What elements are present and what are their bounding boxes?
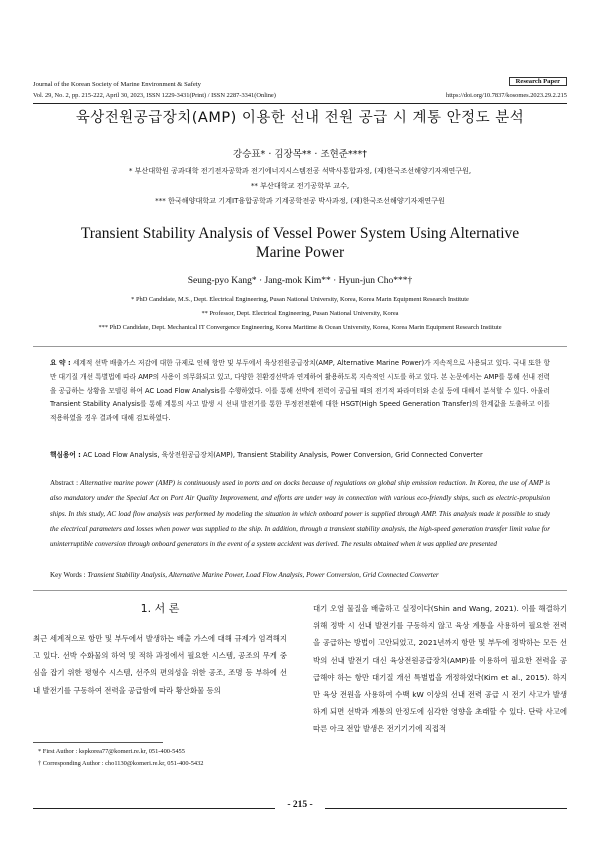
english-abstract-text: Alternative marine power (AMP) is continuously used in ports and on docks because of regulations on global ship emission reduction. In Korea, the use of AMP is also mandatory under the Special Act on Port Air Quality Improvement, and efforts are under way in connection with various eco-friendly ships, such as electric-propulsion ships. In this study, AC load flow analysis was performed by modeling the situation in which onboard power is supplied through AMP. This analysis made it possible to study the electrical parameters and losses when power was supplied to the ship. In addition, through a transient stability analysis, the high-speed generation transfer limit value for uninterruptible conversion through onboard generators in the event of a system accident was derived. The results obtained when it was applied are presented <box>50 479 550 549</box>
korean-abstract <box>50 357 550 426</box>
english-keywords <box>50 569 550 583</box>
volume-line: Vol. 29, No. 2, pp. 215-222, April 30, 2023, ISSN 1229-3431(Print) / ISSN 2287-3341(Online) <box>33 92 276 99</box>
korean-keywords-label: 핵심용어 : <box>50 451 81 459</box>
english-abstract <box>50 476 550 552</box>
abstract-bottom-rule <box>33 590 567 591</box>
korean-affiliation-1: * 부산대학원 공과대학 전기전자공학과 전기에너지시스템전공 석박사통합과정, (재)한국조선해양기자재연구원, <box>128 166 472 175</box>
korean-affiliation-2: ** 부산대학교 전기공학부 교수, <box>250 181 350 190</box>
korean-keywords <box>50 449 550 463</box>
english-affiliation-2: ** Professor, Dept. Electrical Engineering, Pusan National University, Korea <box>201 310 399 317</box>
english-affiliation-1: * PhD Candidate, M.S., Dept. Electrical Engineering, Pusan National University, Korea, Korea Marin Equipment Research Institute <box>131 296 469 303</box>
english-keywords-label: Key Words : <box>50 571 86 579</box>
section-heading: 1. 서 론 <box>140 602 180 615</box>
header-rule <box>33 103 567 104</box>
footnote-first-author: * First Author : kspkorea77@komeri.re.kr, 051-400-5455 <box>38 748 185 755</box>
article-type-badge: Research Paper <box>509 77 567 86</box>
footnote-corresponding-author: † Corresponding Author : cho1130@komeri.re.kr, 051-400-5432 <box>38 760 204 767</box>
page-number: - 215 - <box>287 800 313 810</box>
journal-name: Journal of the Korean Society of Marine Environment & Safety <box>33 81 201 88</box>
korean-abstract-text: 세계적 선박 배출가스 저감에 대한 규제로 인해 항만 및 부두에서 육상전원공급장치(AMP, Alternative Marine Power)가 지속적으로 사용되고 있다. 국내 또한 항만 대기질 개선 특별법에 따라 AMP의 사용이 의무화되고 있고, 다양한 친환경선박과 연계하여 활용하도록 지속적인 시도를 하고 있다. 본 논문에서는 AMP를 통해 선내 전력을 공급하는 상황을 모델링 하여 AC Load Flow Analysis를 수행하였다. 이를 통해 선박에 전력이 공급될 때의 전기적 파라미터와 손실 등에 대해서 분석할 수 있다. 아울러 Transient Stability Analysis를 통해 계통의 사고 발생 시 선내 발전기를 통한 무정전전환에 대한 HSGT(High Speed Generation Transfer)의 한계값을 도출하고 이를 적용하였을 경우 결과에 대해 검토하였다. <box>50 359 550 423</box>
english-title: Transient Stability Analysis of Vessel Power System Using Alternative Marine Power <box>80 225 520 261</box>
korean-abstract-label: 요 약 : <box>50 359 71 367</box>
english-affiliation-3: *** PhD Candidate, Dept. Mechanical IT Convergence Engineering, Korea Maritime & Ocean University, Korea, Korea Marin Equipment Research Institute <box>98 324 502 331</box>
english-abstract-label: Abstract : <box>50 479 79 487</box>
body-left-column: 최근 세계적으로 항만 및 부두에서 발생하는 배출 가스에 대해 규제가 엄격해지고 있다. 선박 수화물의 하역 및 적하 과정에서 필요한 시스템, 공조의 무게 중심을 잡기 위한 평형수 시스템, 선주의 편의성을 위한 공조, 조명 등 부하에 선내 발전기를 구동하여 전력을 공급함에 따라 황산화물 등의 <box>33 634 287 695</box>
korean-affiliation-3: *** 한국해양대학교 기계IT융합공학과 기계공학전공 박사과정, (재)한국조선해양기자재연구원 <box>155 196 445 205</box>
footnote-rule <box>33 742 163 743</box>
korean-authors: 강승표* · 김장목** · 조현준***† <box>233 149 367 160</box>
korean-keywords-text: AC Load Flow Analysis, 육상전원공급장치(AMP), Transient Stability Analysis, Power Conversion, Grid Connected Converter <box>82 451 483 459</box>
doi-link[interactable]: https://doi.org/10.7837/kosomes.2023.29.2.215 <box>446 92 567 99</box>
body-right-column: 대기 오염 물질을 배출하고 실정이다(Shin and Wang, 2021). 이를 해결하기 위해 정박 시 선내 발전기를 구동하지 않고 육상 계통을 사용하여 필요한 전력을 공급하는 방법이 고안되었고, 2021년까지 항만 및 부두에 정박하는 모든 선박의 선내 발전기 대신 육상전원공급장치(AMP)를 이용하여 필요한 전력을 공급해야 하는 항만 대기질 개선 특별법을 개정하였다(Kim et al., 2015). 하지만 육상 전원을 사용하여 수백 kW 이상의 선내 전력 공급 시 전기 사고가 발생하게 되면 선박과 계통의 안정도에 심각한 영향을 초래할 수 있다. 단락 사고에 따른 아크 전압 발생은 전기기기에 직접적 <box>313 604 567 734</box>
korean-title: 육상전원공급장치(AMP) 이용한 선내 전원 공급 시 계통 안정도 분석 <box>75 110 525 126</box>
english-keywords-text: Transient Stability Analysis, Alternative Marine Power, Load Flow Analysis, Power Conversion, Grid Connected Converter <box>87 571 439 579</box>
english-authors: Seung-pyo Kang* · Jang-mok Kim** · Hyun-jun Cho***† <box>187 276 413 286</box>
abstract-top-rule <box>33 346 567 347</box>
